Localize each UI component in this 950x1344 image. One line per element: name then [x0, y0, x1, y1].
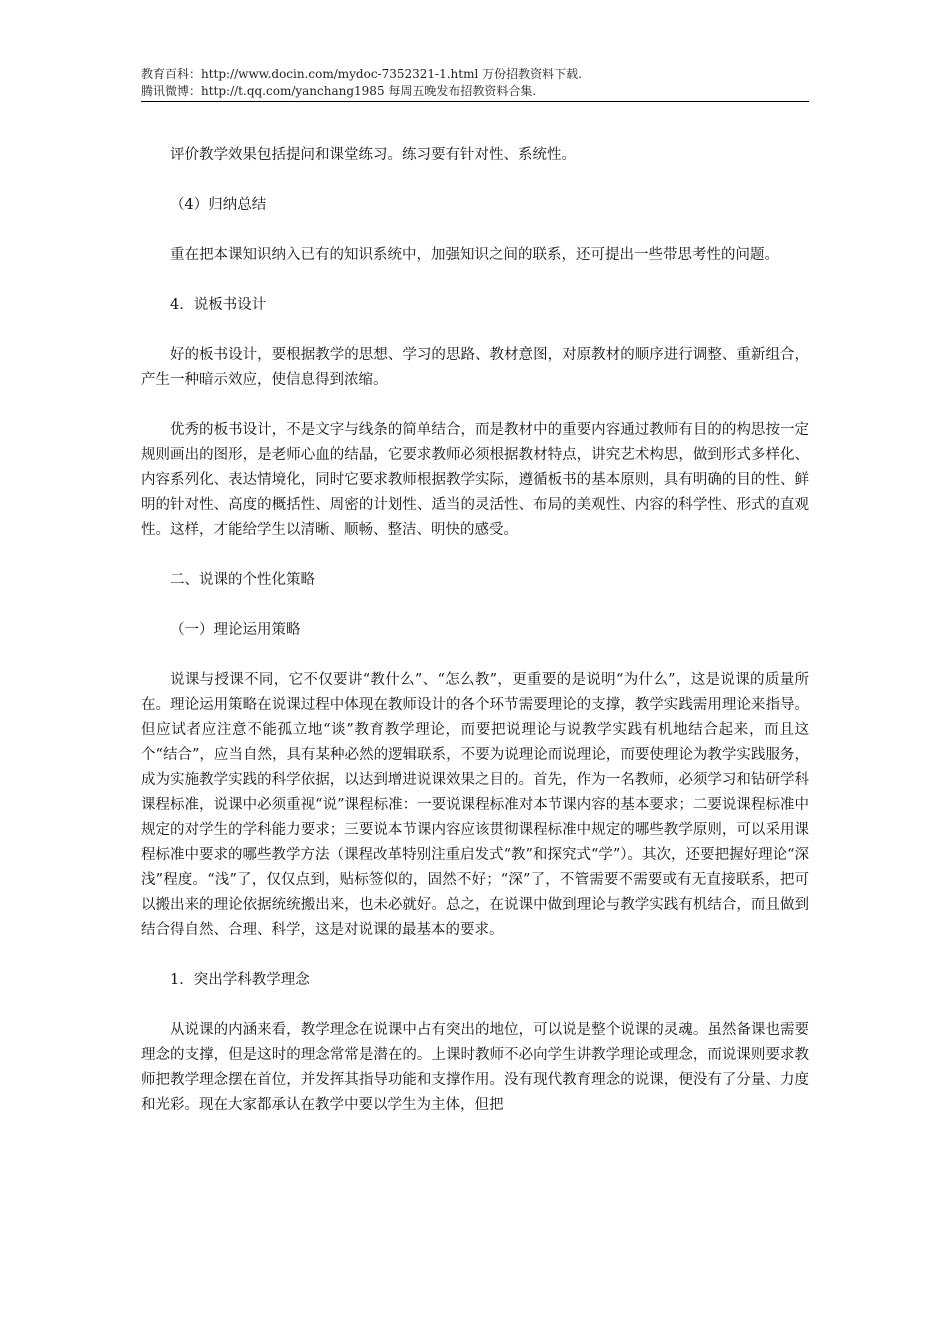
paragraph-teaching-concept: 从说课的内涵来看，教学理念在说课中占有突出的地位，可以说是整个说课的灵魂。虽然备课也需要理念的支撑，但是这时的理念常常是潜在的。上课时教师不必向学生讲教学理论或理念，而说课则要求教师把教学理念摆在首位，并发挥其指导功能和支撑作用。没有现代教育理念的说课，便没有了分量、力度和光彩。现在大家都承认在教学中要以学生为主体，但把: [141, 1022, 809, 1113]
heading-summary: （4）归纳总结: [170, 197, 267, 213]
header-line-weibo: 腾讯微博：http://t.qq.com/yanchang1985 每周五晚发布招教资料合集.: [141, 84, 537, 98]
paragraph-evaluation: 评价教学效果包括提问和课堂练习。练习要有针对性、系统性。: [170, 147, 576, 163]
header-divider: [141, 101, 809, 102]
document-body: [141, 143, 809, 1143]
header-line-docin: 教育百科：http://www.docin.com/mydoc-7352321-1.html 万份招教资料下载.: [141, 67, 582, 81]
heading-personalized-strategy: 二、说课的个性化策略: [170, 572, 315, 588]
heading-theory-strategy: （一）理论运用策略: [170, 622, 301, 638]
heading-teaching-concept: 1．突出学科教学理念: [170, 972, 310, 988]
paragraph-summary: 重在把本课知识纳入已有的知识系统中，加强知识之间的联系，还可提出一些带思考性的问题。: [170, 247, 779, 263]
paragraph-blackboard-1: 好的板书设计，要根据教学的思想、学习的思路、教材意图，对原教材的顺序进行调整、重新组合，产生一种暗示效应，使信息得到浓缩。: [141, 347, 809, 388]
page-header: [141, 66, 809, 100]
paragraph-theory: 说课与授课不同，它不仅要讲“教什么”、“怎么教”，更重要的是说明“为什么”，这是说课的质量所在。理论运用策略在说课过程中体现在教师设计的各个环节需要理论的支撑，教学实践需用理论来指导。但应试者应注意不能孤立地“谈”教育教学理论，而要把说理论与说教学实践有机地结合起来，而且这个“结合”，应当自然，具有某种必然的逻辑联系，不要为说理论而说理论，而要使理论为教学实践服务，成为实施教学实践的科学依据，以达到增进说课效果之目的。首先，作为一名教师，必须学习和钻研学科课程标准，说课中必须重视“说”课程标准：一要说课程标准对本节课内容的基本要求；二要说课程标准中规定的对学生的学科能力要求；三要说本节课内容应该贯彻课程标准中规定的哪些教学原则，可以采用课程标准中要求的哪些教学方法（课程改革特别注重启发式“教”和探究式“学”）。其次，还要把握好理论“深浅”程度。“浅”了，仅仅点到，贴标签似的，固然不好；“深”了，不管需要不需要或有无直接联系，把可以搬出来的理论依据统统搬出来，也未必就好。总之，在说课中做到理论与教学实践有机结合，而且做到结合得自然、合理、科学，这是对说课的最基本的要求。: [141, 672, 809, 938]
paragraph-blackboard-2: 优秀的板书设计，不是文字与线条的简单结合，而是教材中的重要内容通过教师有目的的构思按一定规则画出的图形，是老师心血的结晶，它要求教师必须根据教材特点，讲究艺术构思，做到形式多样化、内容系列化、表达情境化，同时它要求教师根据教学实际，遵循板书的基本原则，具有明确的目的性、鲜明的针对性、高度的概括性、周密的计划性、适当的灵活性、布局的美观性、内容的科学性、形式的直观性。这样，才能给学生以清晰、顺畅、整洁、明快的感受。: [141, 422, 809, 538]
heading-blackboard-design: 4．说板书设计: [170, 297, 267, 313]
